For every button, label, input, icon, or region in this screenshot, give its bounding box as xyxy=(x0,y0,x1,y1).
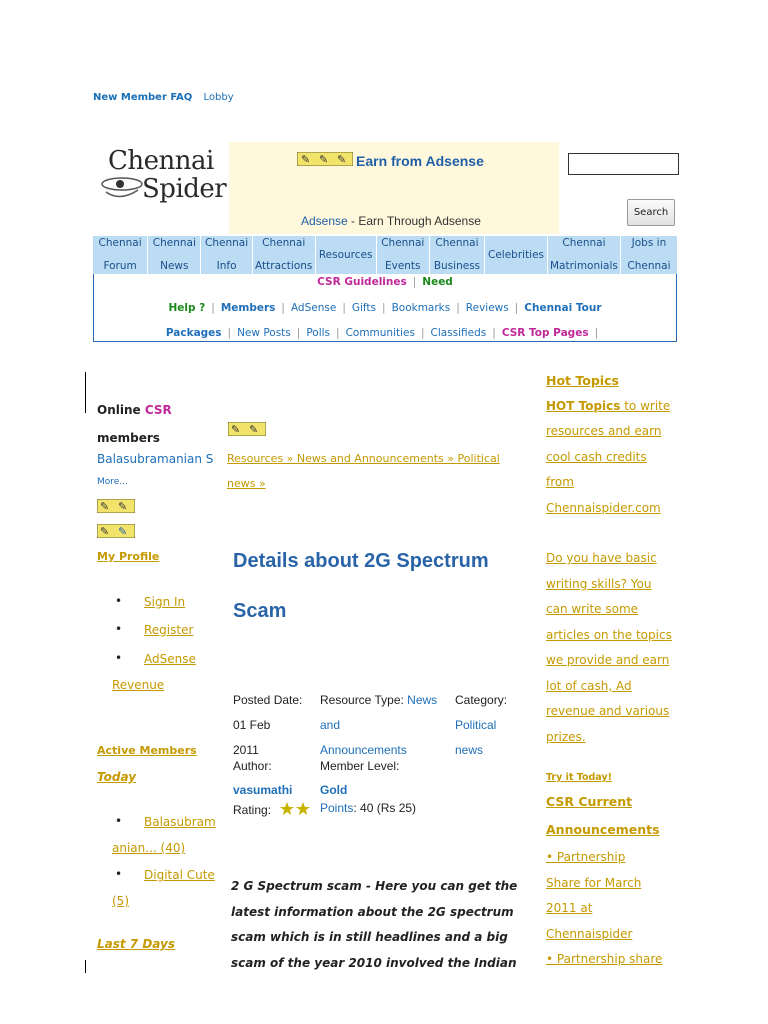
register-link[interactable]: Register xyxy=(144,623,194,637)
communities-link[interactable]: Communities xyxy=(345,327,415,339)
svg-text:✎: ✎ xyxy=(118,500,128,513)
nav-label: Chennai xyxy=(98,237,142,249)
breadcrumb-line1[interactable]: Resources » News and Announcements » Political xyxy=(227,452,500,465)
adsense-link[interactable]: Adsense xyxy=(301,214,348,228)
title-line2: Scam xyxy=(233,600,287,622)
hot-topics-line[interactable]: from xyxy=(546,475,574,489)
hot-topics-text[interactable]: to write xyxy=(620,398,671,413)
today-link[interactable]: Today xyxy=(97,770,137,784)
author-link[interactable]: vasumathi xyxy=(233,783,293,797)
sub-nav xyxy=(93,274,677,342)
sign-in-link[interactable]: Sign In xyxy=(144,595,186,609)
nav-chennai-forum[interactable] xyxy=(93,236,147,274)
posted-date-label: Posted Date: xyxy=(233,693,303,707)
polls-link[interactable]: Polls xyxy=(306,327,331,339)
csr-label: CSR xyxy=(144,403,172,417)
bullet: • xyxy=(115,867,123,881)
left-sidebar xyxy=(97,396,222,956)
nav-label: Matrimonials xyxy=(549,260,618,272)
resource-type-link-line2[interactable]: and xyxy=(320,718,341,732)
subnav-row-1: CSR Guidelines | Need xyxy=(317,276,453,288)
help-link[interactable]: Help ? xyxy=(168,302,206,314)
bullet: • xyxy=(115,622,123,636)
packages-link[interactable]: Packages xyxy=(165,327,222,339)
resource-type-link-line3[interactable]: Announcements xyxy=(320,743,407,757)
award-stars-icon xyxy=(297,152,353,166)
active-member-link-line2[interactable]: anian... (40) xyxy=(112,841,186,855)
adsense-revenue-link[interactable]: AdSense xyxy=(144,652,196,666)
top-links xyxy=(93,92,234,103)
nav-resources[interactable] xyxy=(315,236,376,274)
posted-date-year: 2011 xyxy=(233,743,259,757)
promo-line[interactable]: we provide and earn xyxy=(546,653,670,667)
svg-text:✎: ✎ xyxy=(337,153,347,166)
svg-text:✎: ✎ xyxy=(100,525,110,538)
lobby-link[interactable]: Lobby xyxy=(203,92,234,103)
more-members-link[interactable]: More... xyxy=(97,477,128,487)
hot-topics-heading[interactable]: Hot Topics xyxy=(546,373,619,388)
reviews-link[interactable]: Reviews xyxy=(465,302,509,314)
need-link[interactable]: Need xyxy=(422,276,453,288)
award-stars-icon xyxy=(97,524,135,538)
nav-label: Chennai xyxy=(205,237,249,249)
summary-line: latest information about the 2G spectrum xyxy=(231,904,514,919)
csr-current-heading[interactable]: CSR Current xyxy=(546,794,633,809)
subnav-row-3: Packages | New Posts | Polls | Communities | Classifieds | CSR Top Pages | xyxy=(165,327,599,339)
nav-label: News xyxy=(160,260,189,272)
adsense-promo-box xyxy=(229,142,559,234)
nav-label: Celebrities xyxy=(488,248,545,261)
subnav-row-2: Help ? | Members | AdSense | Gifts | Bookmarks | Reviews | Chennai Tour xyxy=(168,302,602,314)
svg-text:✎: ✎ xyxy=(100,500,110,513)
active-member-link[interactable]: Balasubram xyxy=(144,815,216,829)
promo-line[interactable]: prizes. xyxy=(546,729,586,744)
article-meta xyxy=(233,688,533,818)
csr-top-pages-link[interactable]: CSR Top Pages xyxy=(501,327,589,339)
site-logo[interactable] xyxy=(100,146,228,216)
page-title xyxy=(233,536,523,636)
svg-text:✎: ✎ xyxy=(301,153,311,166)
announcement-line[interactable]: • Partnership xyxy=(546,850,626,864)
svg-text:✎: ✎ xyxy=(249,423,259,436)
online-label: Online xyxy=(97,403,141,417)
nav-chennai-business[interactable] xyxy=(429,236,484,274)
adsense-nav-link[interactable]: AdSense xyxy=(290,302,337,314)
nav-label: Jobs in xyxy=(631,237,667,249)
svg-text:✎: ✎ xyxy=(231,423,241,436)
nav-label: Chennai xyxy=(435,237,479,249)
title-line1: Details about 2G Spectrum xyxy=(233,550,489,572)
adsense-subtext-rest: - Earn Through Adsense xyxy=(347,214,481,228)
right-sidebar xyxy=(546,368,681,973)
member-level-label: Member Level: xyxy=(320,759,400,773)
search-input[interactable] xyxy=(568,153,679,175)
active-member-link-line2[interactable]: (5) xyxy=(112,894,129,908)
bullet: • xyxy=(115,814,123,828)
left-divider xyxy=(85,372,86,413)
nav-chennai-matrimonials[interactable] xyxy=(547,236,620,274)
members-label: members xyxy=(97,431,160,445)
csr-guidelines-link[interactable]: CSR Guidelines xyxy=(317,276,407,288)
nav-label: Chennai xyxy=(262,237,306,249)
nav-label: Resources xyxy=(318,248,373,261)
nav-celebrities[interactable] xyxy=(484,236,547,274)
svg-text:✎: ✎ xyxy=(319,153,329,166)
promo-line[interactable]: writing skills? You xyxy=(546,576,652,591)
logo-text-line2: Spider xyxy=(142,174,227,204)
points-link[interactable]: Points xyxy=(320,801,354,815)
search-button[interactable]: Search xyxy=(627,199,675,226)
last-7-days-link[interactable]: Last 7 Days xyxy=(97,937,175,951)
nav-label: Chennai xyxy=(152,237,196,249)
promo-line[interactable]: revenue and various xyxy=(546,704,670,718)
resource-type-link[interactable]: News xyxy=(407,693,438,707)
main-nav xyxy=(93,236,677,274)
nav-chennai-events[interactable] xyxy=(376,236,429,274)
award-stars-icon xyxy=(97,499,135,513)
nav-label: Info xyxy=(216,260,237,272)
summary-line: 2 G Spectrum scam - Here you can get the xyxy=(231,879,518,893)
award-stars-icon xyxy=(228,422,266,436)
nav-label: Attractions xyxy=(255,260,313,272)
hot-topics-line[interactable]: resources and earn xyxy=(546,424,662,438)
nav-label: Chennai xyxy=(381,237,425,249)
online-members-heading xyxy=(97,396,207,452)
resource-type-label-text: Resource Type: xyxy=(320,693,404,707)
try-it-today-link[interactable]: Try it Today! xyxy=(546,772,612,783)
category-link[interactable]: Political xyxy=(455,718,497,732)
chennai-tour-link[interactable]: Chennai Tour xyxy=(524,302,602,314)
announcement-line[interactable]: • Partnership share xyxy=(546,952,663,966)
earn-adsense-heading[interactable]: Earn from Adsense xyxy=(356,153,484,169)
bullet: • xyxy=(115,651,123,665)
member-level-value[interactable]: Gold xyxy=(320,783,348,797)
logo-text-line1: Chennai xyxy=(108,146,214,176)
promo-line[interactable]: lot of cash, Ad xyxy=(546,678,632,693)
rating-stars-icon xyxy=(280,802,312,816)
announcement-line[interactable]: Chennaispider xyxy=(546,926,633,941)
hot-topics-line[interactable]: cool cash credits xyxy=(546,449,647,464)
hot-topics-line[interactable]: Chennaispider.com xyxy=(546,500,661,515)
announcement-line[interactable]: Share for March xyxy=(546,875,642,890)
resource-type-label xyxy=(320,688,437,713)
gifts-link[interactable]: Gifts xyxy=(351,302,377,314)
summary-line: scam which is in still headlines and a big xyxy=(231,930,508,944)
nav-label: Forum xyxy=(103,260,137,272)
rating-label: Rating: xyxy=(233,803,272,817)
nav-label: Chennai xyxy=(562,237,606,249)
hot-topics-link[interactable]: HOT Topics xyxy=(546,398,621,413)
active-member-link[interactable]: Digital Cute xyxy=(144,868,215,882)
hot-topics-line[interactable] xyxy=(546,394,681,420)
promo-line[interactable]: can write some xyxy=(546,602,639,616)
nav-label: Events xyxy=(384,260,421,272)
svg-text:✎: ✎ xyxy=(118,525,128,538)
my-profile-link[interactable]: My Profile xyxy=(97,550,160,563)
left-divider xyxy=(85,960,86,973)
nav-label: Business xyxy=(433,260,481,272)
announcement-line[interactable]: 2011 at xyxy=(546,901,593,915)
author-label: Author: xyxy=(233,759,272,773)
summary-line: scam of the year 2010 involved the Indian xyxy=(231,955,517,970)
adsense-subtext xyxy=(301,214,481,228)
category-label: Category: xyxy=(455,693,508,707)
article-summary xyxy=(231,874,521,976)
nav-label: Chennai xyxy=(627,260,671,272)
bookmarks-link[interactable]: Bookmarks xyxy=(391,302,451,314)
online-member-name[interactable]: Balasubramanian S xyxy=(97,452,214,466)
promo-line[interactable]: Do you have basic xyxy=(546,551,657,565)
adsense-revenue-link-line2[interactable]: Revenue xyxy=(112,678,165,692)
nav-chennai-news[interactable] xyxy=(147,236,200,274)
bullet: • xyxy=(115,594,123,608)
promo-line[interactable]: articles on the topics xyxy=(546,627,672,642)
category-link-line2[interactable]: news xyxy=(455,743,484,757)
active-members-heading[interactable]: Active Members xyxy=(97,744,197,757)
posted-date-value: 01 Feb xyxy=(233,718,271,732)
breadcrumb[interactable] xyxy=(227,446,527,496)
new-member-faq-link[interactable]: New Member FAQ xyxy=(93,92,193,103)
nav-jobs-in-chennai[interactable] xyxy=(620,236,677,274)
spacer xyxy=(546,521,681,546)
new-posts-link[interactable]: New Posts xyxy=(237,327,291,339)
points-info xyxy=(320,796,416,821)
points-value: : 40 (Rs 25) xyxy=(353,801,417,815)
classifieds-link[interactable]: Classifieds xyxy=(430,327,487,339)
members-link[interactable]: Members xyxy=(220,302,276,314)
csr-announcements-heading[interactable]: Announcements xyxy=(546,822,660,837)
nav-chennai-info[interactable] xyxy=(200,236,251,274)
breadcrumb-line2[interactable]: news » xyxy=(227,477,266,490)
nav-chennai-attractions[interactable] xyxy=(252,236,315,274)
